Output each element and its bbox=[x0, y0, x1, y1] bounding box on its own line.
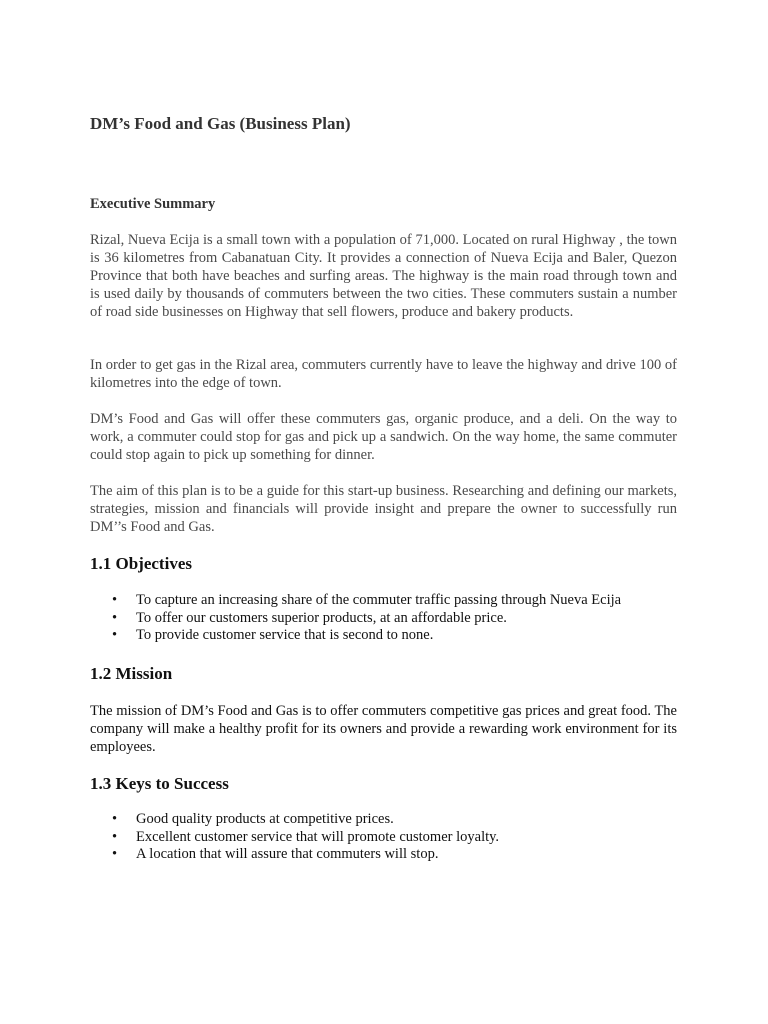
list-item bbox=[90, 829, 690, 847]
bullet-icon: • bbox=[112, 811, 118, 827]
list-item-text: Good quality products at competitive prices. bbox=[136, 811, 394, 827]
mission-heading: 1.2 Mission bbox=[90, 664, 173, 683]
list-item-text: To capture an increasing share of the commuter traffic passing through Nueva Ecija bbox=[136, 592, 622, 608]
summary-paragraph-2: In order to get gas in the Rizal area, commuters currently have to leave the highway and drive 100 of kilometres into the edge of town. bbox=[90, 357, 677, 391]
list-item-text: To offer our customers superior products, at an affordable price. bbox=[136, 609, 507, 626]
bullet-icon: • bbox=[112, 609, 118, 626]
bullet-icon: • bbox=[112, 627, 118, 643]
list-item-text: To provide customer service that is second to none. bbox=[136, 627, 434, 643]
bullet-icon: • bbox=[112, 846, 118, 862]
bullet-icon: • bbox=[112, 828, 118, 845]
executive-summary-heading: Executive Summary bbox=[90, 196, 216, 212]
list-item bbox=[90, 846, 690, 864]
list-item bbox=[90, 610, 690, 628]
keys-heading: 1.3 Keys to Success bbox=[90, 774, 229, 793]
summary-paragraph-1: Rizal, Nueva Ecija is a small town with a population of 71,000. Located on rural Highway , the town is 36 kilometres from Cabanatuan City. It provides a connection of Nueva Ecija and Baler, Quezon Province that both have beaches and surfing areas. The highway is the main road through town and is used daily by thousands of commuters between the two cities. These commuters sustain a number of road side businesses on Highway that sell flowers, produce and bakery products. bbox=[90, 232, 677, 320]
objectives-heading: 1.1 Objectives bbox=[90, 554, 192, 573]
summary-paragraph-3: DM’s Food and Gas will offer these commuters gas, organic produce, and a deli. On the way to work, a commuter could stop for gas and pick up a sandwich. On the way home, the same commuter could stop again to pick up something for dinner. bbox=[90, 411, 677, 463]
bullet-icon: • bbox=[112, 592, 118, 608]
list-item bbox=[90, 592, 690, 610]
objectives-list bbox=[90, 592, 690, 645]
summary-paragraph-4: The aim of this plan is to be a guide for this start-up business. Researching and defining our markets, strategies, mission and financials will provide insight and prepare the owner to successfully run DM’’s Food and Gas. bbox=[90, 483, 677, 535]
list-item bbox=[90, 627, 690, 645]
list-item-text: Excellent customer service that will promote customer loyalty. bbox=[136, 828, 500, 845]
document-title: DM’s Food and Gas (Business Plan) bbox=[90, 114, 351, 133]
keys-list bbox=[90, 811, 690, 864]
mission-paragraph: The mission of DM’s Food and Gas is to offer commuters competitive gas prices and great food. The company will make a healthy profit for its owners and provide a rewarding work environment for its employees. bbox=[90, 703, 677, 755]
list-item bbox=[90, 811, 690, 829]
list-item-text: A location that will assure that commuters will stop. bbox=[136, 846, 439, 862]
